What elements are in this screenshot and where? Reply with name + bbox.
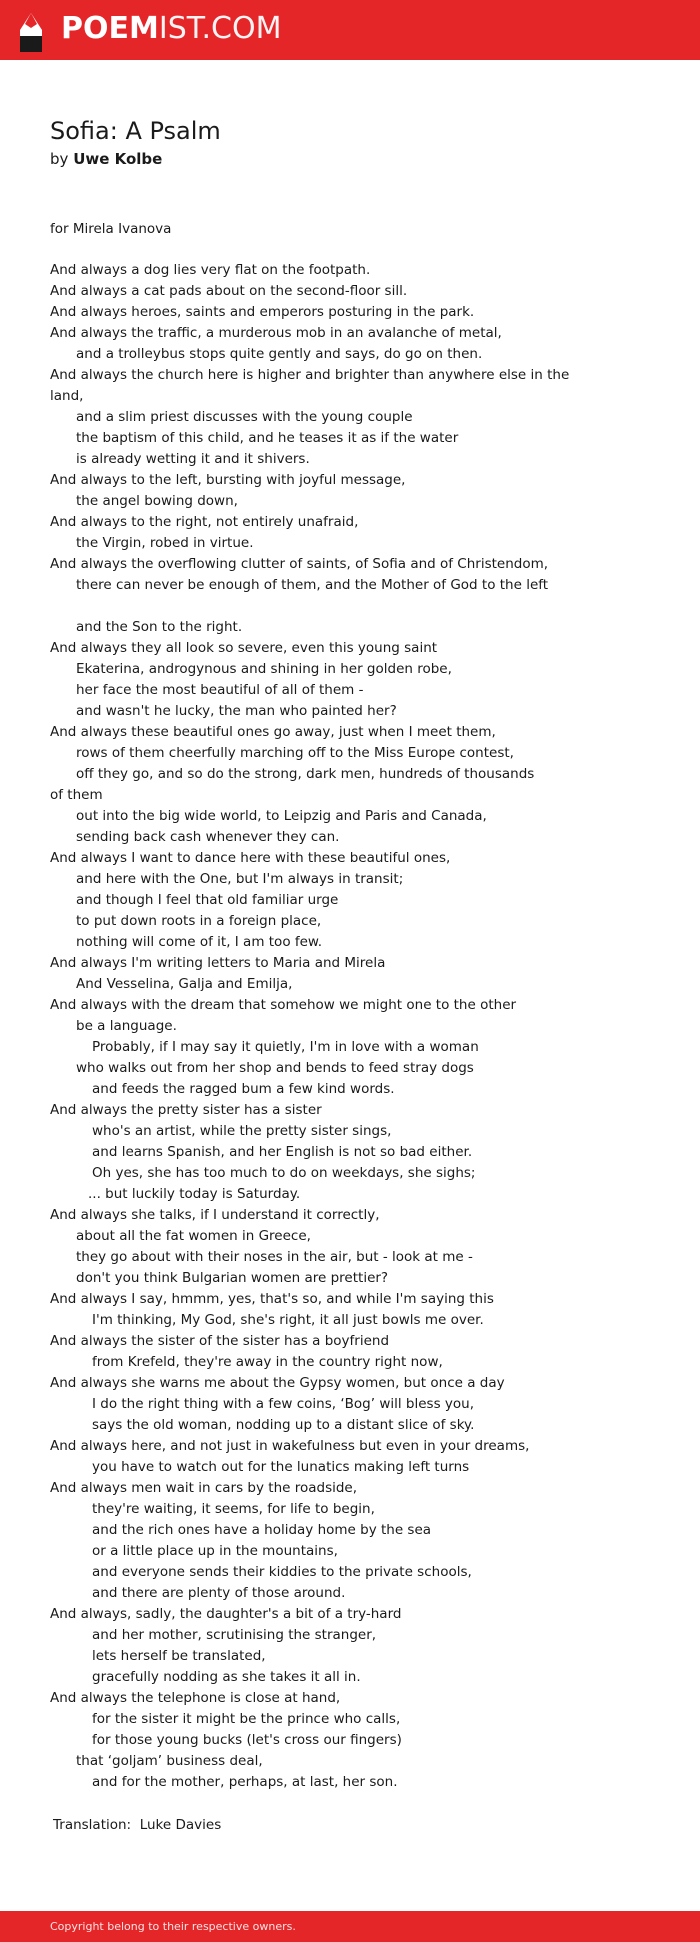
poem-line: land, [50,388,84,404]
author-name: Uwe Kolbe [73,150,163,168]
poem-line: and feeds the ragged bum a few kind words. [92,1081,395,1097]
copyright-notice: Copyright belong to their respective owners. [50,1920,296,1933]
poem-line: I do the right thing with a few coins, ‘Bog’ will bless you, [92,1396,474,1412]
poem-line: I'm thinking, My God, she's right, it all just bowls me over. [92,1312,484,1328]
poem-line: they go about with their noses in the air, but - look at me - [76,1249,473,1265]
poem-line: And always a dog lies very flat on the footpath. [50,262,371,278]
poem-blank-line [50,596,590,617]
brand-light: IST.COM [158,11,282,46]
poem-line: and wasn't he lucky, the man who painted her? [76,703,397,719]
poem-line: And always here, and not just in wakefulness but even in your dreams, [50,1438,530,1454]
poem-line: and here with the One, but I'm always in transit; [76,871,404,887]
dedication: for Mirela Ivanova [50,221,172,237]
poem-line: or a little place up in the mountains, [92,1543,338,1559]
poem-line: And always, sadly, the daughter's a bit of a try-hard [50,1606,402,1622]
poem-line: they're waiting, it seems, for life to begin, [92,1501,375,1517]
translator-name: Luke Davies [139,1817,222,1833]
brand-bold: POEM [61,11,159,46]
poem-line: And always heroes, saints and emperors posturing in the park. [50,304,475,320]
poem-title: Sofia: A Psalm [50,117,221,145]
poem-line: sending back cash whenever they can. [76,829,340,845]
poem-line: you have to watch out for the lunatics making left turns [92,1459,470,1475]
poem-line: ... but luckily today is Saturday. [88,1186,301,1202]
poem-line: and a trolleybus stops quite gently and says, do go on then. [76,346,483,362]
poem-line: and her mother, scrutinising the stranger, [92,1627,377,1643]
poem-line: and learns Spanish, and her English is not so bad either. [92,1144,473,1160]
poem-line: And always men wait in cars by the roadside, [50,1480,358,1496]
poem-line: And always I want to dance here with these beautiful ones, [50,850,451,866]
poem-line: Ekaterina, androgynous and shining in her golden robe, [76,661,452,677]
poem-line: And always with the dream that somehow we might one to the other [50,997,517,1013]
by-label: by [50,150,69,168]
poem-line: gracefully nodding as she takes it all in. [92,1669,361,1685]
poem-line: for those young bucks (let's cross our fingers) [92,1732,402,1748]
poem-line: the baptism of this child, and he teases it as if the water [76,430,459,446]
poem-line: and though I feel that old familiar urge [76,892,339,908]
poem-line: And always the church here is higher and brighter than anywhere else in the [50,367,570,383]
site-header [0,0,700,60]
poem-line: lets herself be translated, [92,1648,266,1664]
poem-line: her face the most beautiful of all of them - [76,682,364,698]
poem-line: And always these beautiful ones go away, just when I meet them, [50,724,496,740]
poem-line: don't you think Bulgarian women are prettier? [76,1270,389,1286]
poem-line: and for the mother, perhaps, at last, her son. [92,1774,398,1790]
translation-label: Translation: [53,1817,132,1833]
poem-line: that ‘goljam’ business deal, [76,1753,263,1769]
poem-line: and there are plenty of those around. [92,1585,346,1601]
poem-line: nothing will come of it, I am too few. [76,934,323,950]
poem-line: And always I'm writing letters to Maria and Mirela [50,955,386,971]
poem-line: And always she talks, if I understand it correctly, [50,1207,380,1223]
poem-line: And always a cat pads about on the second-floor sill. [50,283,408,299]
poem-body [50,260,590,1793]
poem-line: And always the pretty sister has a sister [50,1102,322,1118]
poem-line: to put down roots in a foreign place, [76,913,322,929]
site-footer [0,1911,700,1942]
poem-line: and the rich ones have a holiday home by the sea [92,1522,432,1538]
poem-line: And always I say, hmmm, yes, that's so, and while I'm saying this [50,1291,494,1307]
site-logo[interactable] [61,11,281,47]
poem-line: from Krefeld, they're away in the country right now, [92,1354,443,1370]
poem-line: And always the traffic, a murderous mob in an avalanche of metal, [50,325,502,341]
poem-line: who's an artist, while the pretty sister sings, [92,1123,392,1139]
poem-line: And always the sister of the sister has a boyfriend [50,1333,390,1349]
poem-line: And Vesselina, Galja and Emilja, [76,976,293,992]
poem-line: Oh yes, she has too much to do on weekdays, she sighs; [92,1165,476,1181]
poem-line: and the Son to the right. [76,619,243,635]
poem-line: And always the overflowing clutter of saints, of Sofia and of Christendom, [50,556,549,572]
pen-nib-icon[interactable] [18,12,44,52]
poem-line: off they go, and so do the strong, dark men, hundreds of thousands [76,766,535,782]
poem-line: the angel bowing down, [76,493,238,509]
poem-line: and a slim priest discusses with the young couple [76,409,413,425]
poem-line: there can never be enough of them, and the Mother of God to the left [76,577,549,593]
poem-line: Probably, if I may say it quietly, I'm in love with a woman [92,1039,479,1055]
poem-line: and everyone sends their kiddies to the private schools, [92,1564,472,1580]
poem-line: be a language. [76,1018,177,1034]
poem-line: says the old woman, nodding up to a distant slice of sky. [92,1417,475,1433]
translation-credit [53,1815,221,1835]
poem-line: for the sister it might be the prince who calls, [92,1711,401,1727]
poem-line: is already wetting it and it shivers. [76,451,310,467]
poem-line: about all the fat women in Greece, [76,1228,311,1244]
poem-line: who walks out from her shop and bends to feed stray dogs [76,1060,474,1076]
poem-line: And always the telephone is close at hand, [50,1690,341,1706]
poem-line: the Virgin, robed in virtue. [76,535,254,551]
poem-line: And always she warns me about the Gypsy women, but once a day [50,1375,505,1391]
poem-line: out into the big wide world, to Leipzig and Paris and Canada, [76,808,487,824]
byline [50,149,162,169]
poem-line: rows of them cheerfully marching off to the Miss Europe contest, [76,745,514,761]
poem-line: And always to the left, bursting with joyful message, [50,472,406,488]
poem-line: of them [50,787,103,803]
poem-line: And always to the right, not entirely unafraid, [50,514,359,530]
poem-line: And always they all look so severe, even this young saint [50,640,438,656]
